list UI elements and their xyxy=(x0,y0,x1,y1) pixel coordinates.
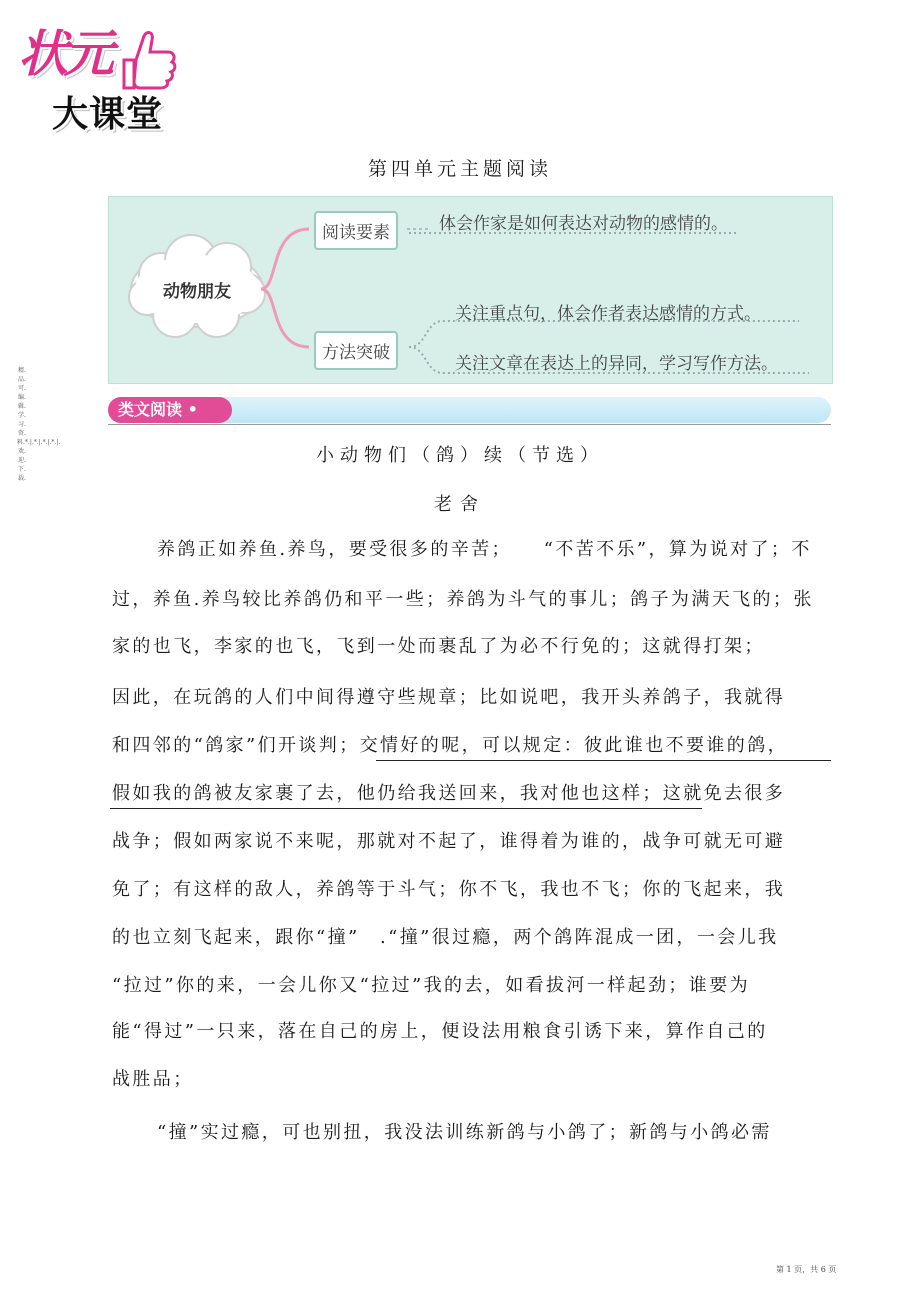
page-title: 第四单元主题阅读 xyxy=(367,158,552,180)
reading-element-tag: 阅读要素 xyxy=(314,211,398,250)
article-line: 战胜品； xyxy=(112,1069,194,1090)
banner-rule xyxy=(108,424,831,425)
logo-text-bottom: 大课堂 xyxy=(52,94,164,135)
article-author: 老舍 xyxy=(434,494,486,515)
article-line: 因此，在玩鸽的人们中间得遵守些规章；比如说吧，我开头养鸽子，我就得 xyxy=(112,687,786,708)
article-line: “拉过”你的来，一会儿你又“拉过”我的去，如看拔河一样起劲；谁要为 xyxy=(112,975,751,996)
article-line: 家的也飞，李家的也飞，飞到一处而裹乱了为必不行免的；这就得打架； xyxy=(112,636,765,657)
article-line: 养鸽正如养鱼.养鸟，要受很多的辛苦； “不苦不乐”，算为说对了；不 xyxy=(157,539,812,560)
article-line: 和四邻的“鸽家”们开谈判；交情好的呢，可以规定：彼此谁也不要谁的鸽， xyxy=(112,735,789,756)
side-strip: 精.品.可.编.辑.学.习.资.料.*.|.*.|.*.|.*.|.欢.迎.下.载. xyxy=(17,367,61,482)
method-tag: 方法突破 xyxy=(314,331,398,370)
article-title: 小动物们（鸽）续（节选） xyxy=(316,445,604,466)
thumbs-up-icon xyxy=(122,30,178,90)
method-point-2: 关注文章在表达上的异同，学习写作方法。 xyxy=(455,354,778,374)
section-banner-text: 类文阅读 xyxy=(118,400,183,419)
page-number: 第 1 页，共 6 页 xyxy=(776,1265,837,1274)
article-line: “撞”实过瘾，可也别扭，我没法训练新鸽与小鸽了；新鸽与小鸽必需 xyxy=(157,1122,772,1143)
method-point-1: 关注重点句，体会作者表达感情的方式。 xyxy=(455,304,761,324)
logo-text-top: 状元 xyxy=(18,25,110,83)
mindmap-center-label: 动物朋友 xyxy=(163,282,231,302)
text-underline xyxy=(110,808,702,809)
section-banner-label: 类文阅读 • xyxy=(108,397,232,423)
article-line: 过，养鱼.养鸟较比养鸽仍和平一些；养鸽为斗气的事儿；鸽子为满天飞的；张 xyxy=(112,589,814,610)
text-underline xyxy=(376,760,831,761)
article-line: 能“得过”一只来，落在自己的房上，便设法用粮食引诱下来，算作自己的 xyxy=(112,1021,768,1042)
reading-element-text: 体会作家是如何表达对动物的感情的。 xyxy=(439,214,728,234)
article-line: 的也立刻飞起来，跟你“撞” .“撞”很过瘾，两个鸽阵混成一团，一会儿我 xyxy=(112,927,779,948)
article-line: 假如我的鸽被友家裹了去，他仍给我送回来，我对他也这样；这就免去很多 xyxy=(112,783,786,804)
mindmap-panel xyxy=(108,196,833,384)
logo xyxy=(14,14,189,135)
article-line: 战争；假如两家说不来呢，那就对不起了，谁得着为谁的，战争可就无可避 xyxy=(112,831,786,852)
article-line: 免了；有这样的敌人，养鸽等于斗气；你不飞，我也不飞；你的飞起来，我 xyxy=(112,879,786,900)
